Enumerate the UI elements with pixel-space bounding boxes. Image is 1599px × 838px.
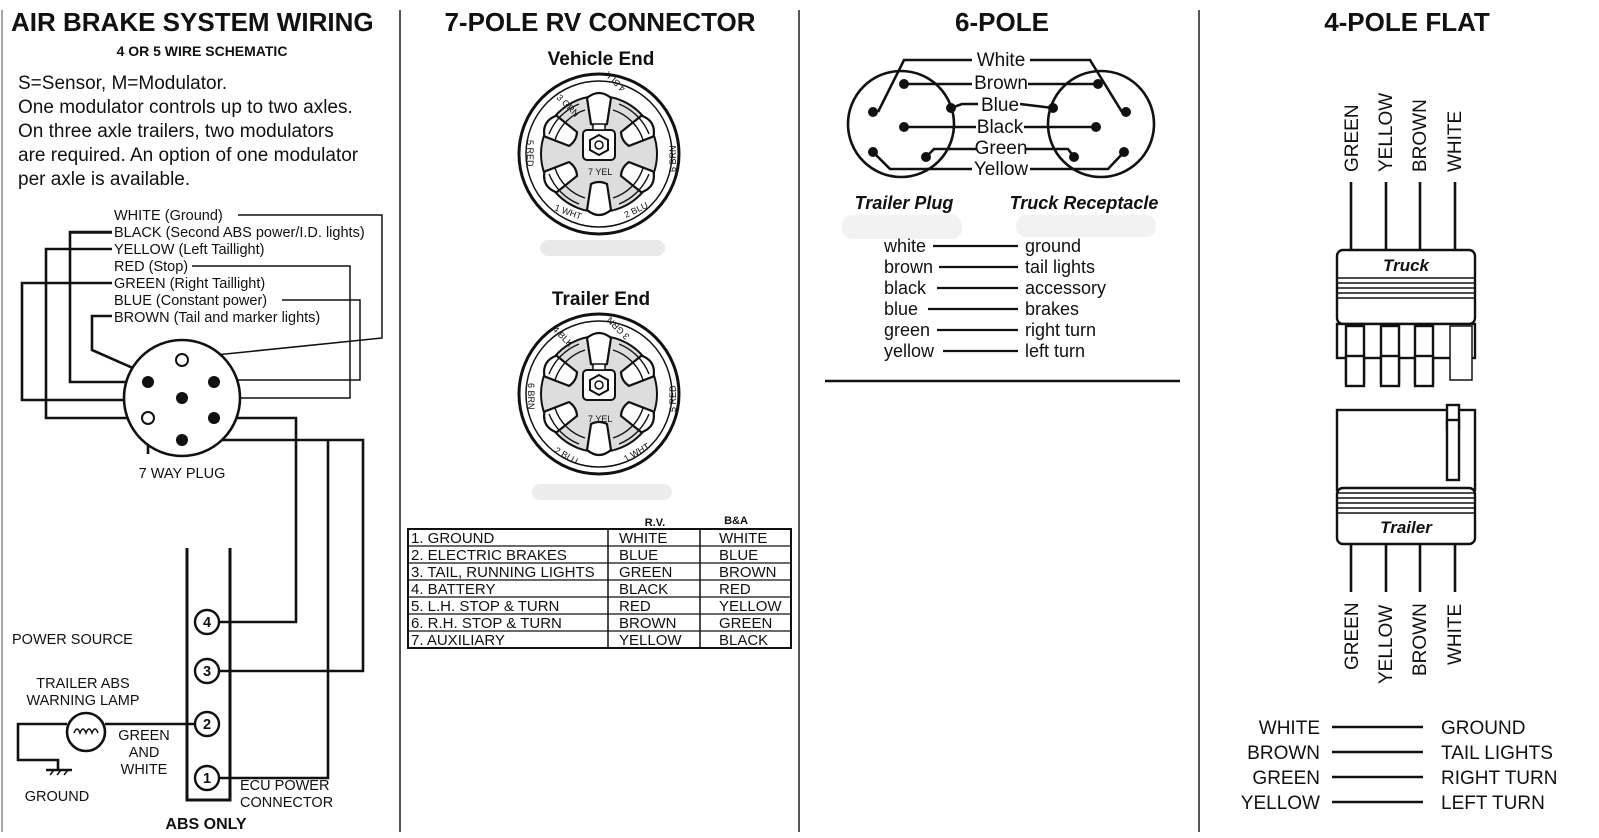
table-row-5-function: 5. L.H. STOP & TURN <box>411 598 560 615</box>
wire-label-green: GREEN (Right Taillight) <box>114 276 266 292</box>
table-row-4-rv: BLACK <box>619 581 669 598</box>
table-row-5-ba: YELLOW <box>719 598 782 615</box>
vehicle-end-smudge <box>540 240 665 256</box>
trailer-pin-5: 5 RED <box>668 385 678 412</box>
top-wire-yellow: YELLOW <box>1376 92 1397 172</box>
table-row-6-rv: BROWN <box>619 615 677 632</box>
four-pole-mapping <box>1241 718 1558 814</box>
ground-label: GROUND <box>24 789 90 805</box>
four-map-function-3: RIGHT TURN <box>1441 768 1558 789</box>
green-white-label-3: WHITE <box>120 762 168 778</box>
table-row-1-ba: WHITE <box>719 530 768 547</box>
vehicle-pin-2: 2 BLU <box>622 200 650 220</box>
air-brake-note-4: are required. An option of one modulator <box>18 145 359 166</box>
table-row-5-rv: RED <box>619 598 651 615</box>
six-pole-title: 6-POLE <box>955 7 1049 37</box>
six-pole-center-white: White <box>976 50 1026 71</box>
table-row-6-function: 6. R.H. STOP & TURN <box>411 615 562 632</box>
six-map-function-1: ground <box>1025 236 1082 256</box>
seven-way-plug <box>124 340 240 456</box>
table-row-3-rv: GREEN <box>619 564 673 581</box>
air-brake-panel <box>11 7 387 833</box>
trailer-end-connector <box>519 314 679 474</box>
four-map-color-3: GREEN <box>1252 768 1320 789</box>
table-row-4-ba: RED <box>719 581 751 598</box>
wire-label-brown: BROWN (Tail and marker lights) <box>114 310 321 326</box>
six-pole-center-green: Green <box>974 138 1028 159</box>
table-header-ba: B&A <box>724 515 748 527</box>
vehicle-pin-7: 7 YEL <box>588 167 613 177</box>
table-row-7-function: 7. AUXILIARY <box>411 632 505 649</box>
terminal-1-label: 1 <box>202 771 212 787</box>
vehicle-pin-4: 4 BLK <box>602 69 628 94</box>
vehicle-pin-3: 3 GRN <box>554 92 582 119</box>
trailer-pin-3: 3 GRN <box>604 315 632 342</box>
green-white-label-2: AND <box>128 745 160 761</box>
four-map-color-2: BROWN <box>1247 743 1320 764</box>
table-row-7-ba: BLACK <box>719 632 769 649</box>
terminal-3-label: 3 <box>202 664 212 680</box>
six-map-function-4: brakes <box>1025 299 1080 319</box>
top-wire-brown: BROWN <box>1410 99 1431 172</box>
four-pole-top-labels <box>1342 93 1466 172</box>
air-brake-note-3: On three axle trailers, two modulators <box>18 121 334 142</box>
air-brake-subtitle: 4 OR 5 WIRE SCHEMATIC <box>116 43 288 59</box>
seven-way-plug-label: 7 WAY PLUG <box>138 466 226 482</box>
bottom-wire-yellow: YELLOW <box>1376 604 1397 684</box>
trailer-plug-label: Trailer Plug <box>854 193 954 213</box>
four-pole-bottom-labels <box>1342 602 1466 684</box>
six-pole-center-blue: Blue <box>980 95 1020 116</box>
vehicle-end-label: Vehicle End <box>547 49 655 70</box>
four-map-function-1: GROUND <box>1441 718 1526 739</box>
bottom-wire-brown: BROWN <box>1410 603 1431 676</box>
top-wire-green: GREEN <box>1342 104 1363 172</box>
air-brake-note-1: S=Sensor, M=Modulator. <box>18 73 228 94</box>
bottom-wire-green: GREEN <box>1342 602 1363 670</box>
six-map-color-2: brown <box>884 257 934 277</box>
rv-seven-pole-panel <box>408 7 791 649</box>
four-pole-top-wires <box>1351 182 1455 250</box>
vehicle-pin-1: 1 WHT <box>553 202 584 222</box>
four-pole-title: 4-POLE FLAT <box>1324 7 1490 37</box>
lamp-label-1: TRAILER ABS <box>36 676 130 692</box>
wire-label-white: WHITE (Ground) <box>114 208 223 224</box>
six-map-function-3: accessory <box>1025 278 1107 298</box>
trailer-pin-2: 2 BLU <box>553 445 580 467</box>
trailer-end-smudge <box>532 484 672 500</box>
six-map-function-2: tail lights <box>1025 257 1096 277</box>
table-row-2-function: 2. ELECTRIC BRAKES <box>411 547 567 564</box>
four-pole-bottom-wires <box>1351 544 1455 592</box>
six-pole-panel <box>825 7 1180 381</box>
top-wire-white: WHITE <box>1445 110 1466 172</box>
wire-label-yellow: YELLOW (Left Taillight) <box>114 242 265 258</box>
six-map-function-6: left turn <box>1025 341 1086 361</box>
four-map-function-2: TAIL LIGHTS <box>1441 743 1553 764</box>
rv-wiring-table <box>408 515 791 649</box>
trailer-pin-7: 7 YEL <box>588 414 613 424</box>
terminal-2-label: 2 <box>202 717 212 733</box>
terminal-4-label: 4 <box>202 615 212 631</box>
power-source-label: POWER SOURCE <box>12 632 133 648</box>
trailer-end-label: Trailer End <box>551 289 651 310</box>
trailer-pin-1: 1 WHT <box>622 441 652 464</box>
truck-receptacle-label: Truck Receptacle <box>1009 193 1159 213</box>
table-row-2-ba: BLUE <box>719 547 759 564</box>
air-brake-note-2: One modulator controls up to two axles. <box>18 97 353 118</box>
vehicle-pin-6: 6 BRN <box>668 145 678 172</box>
table-row-1-function: 1. GROUND <box>411 530 495 547</box>
wire-label-black: BLACK (Second ABS power/I.D. lights) <box>114 225 365 241</box>
six-map-color-6: yellow <box>884 341 935 361</box>
ecu-label-2: CONNECTOR <box>240 795 334 811</box>
six-pole-center-yellow: Yellow <box>973 159 1029 180</box>
trailer-pin-4: 4 BLK <box>550 324 576 349</box>
trailer-pin-6: 6 BRN <box>526 383 536 410</box>
table-row-1-rv: WHITE <box>619 530 668 547</box>
six-pole-center-brown: Brown <box>974 73 1028 94</box>
six-map-color-4: blue <box>884 299 919 319</box>
truck-label: Truck <box>1383 256 1429 275</box>
four-map-color-4: YELLOW <box>1240 793 1320 814</box>
wire-label-red: RED (Stop) <box>114 259 189 275</box>
four-pole-panel <box>1241 7 1558 814</box>
abs-only-label: ABS ONLY <box>165 816 247 833</box>
four-map-function-4: LEFT TURN <box>1441 793 1545 814</box>
table-row-6-ba: GREEN <box>719 615 773 632</box>
table-row-2-rv: BLUE <box>619 547 659 564</box>
bottom-wire-white: WHITE <box>1445 603 1466 665</box>
table-header-rv: R.V. <box>644 517 666 529</box>
wire-label-blue: BLUE (Constant power) <box>114 293 268 309</box>
six-pole-mapping <box>883 236 1106 361</box>
six-map-function-5: right turn <box>1025 320 1097 340</box>
vehicle-end-connector <box>519 74 679 234</box>
table-row-3-ba: BROWN <box>719 564 777 581</box>
trailer-label: Trailer <box>1380 518 1432 537</box>
green-white-label-1: GREEN <box>118 728 170 744</box>
six-pole-center-black: Black <box>976 117 1024 138</box>
table-row-4-function: 4. BATTERY <box>411 581 496 598</box>
six-pole-smudge-right <box>1016 215 1156 237</box>
ecu-label-1: ECU POWER <box>240 778 330 794</box>
six-map-color-5: green <box>884 320 931 340</box>
air-brake-note-5: per axle is available. <box>18 169 191 190</box>
air-brake-title: AIR BRAKE SYSTEM WIRING <box>11 7 374 37</box>
vehicle-pin-5: 5 RED <box>525 140 535 167</box>
warning-lamp-circuit <box>18 713 195 775</box>
six-map-color-3: black <box>884 278 927 298</box>
lamp-label-2: WARNING LAMP <box>26 693 140 709</box>
table-row-3-function: 3. TAIL, RUNNING LIGHTS <box>411 564 595 581</box>
four-map-color-1: WHITE <box>1258 718 1320 739</box>
truck-receptacle-six <box>1048 71 1154 177</box>
trailer-plug-six <box>848 71 956 177</box>
table-row-7-rv: YELLOW <box>619 632 682 649</box>
six-map-color-1: white <box>884 236 927 256</box>
rv-panel-title: 7-POLE RV CONNECTOR <box>444 7 756 37</box>
